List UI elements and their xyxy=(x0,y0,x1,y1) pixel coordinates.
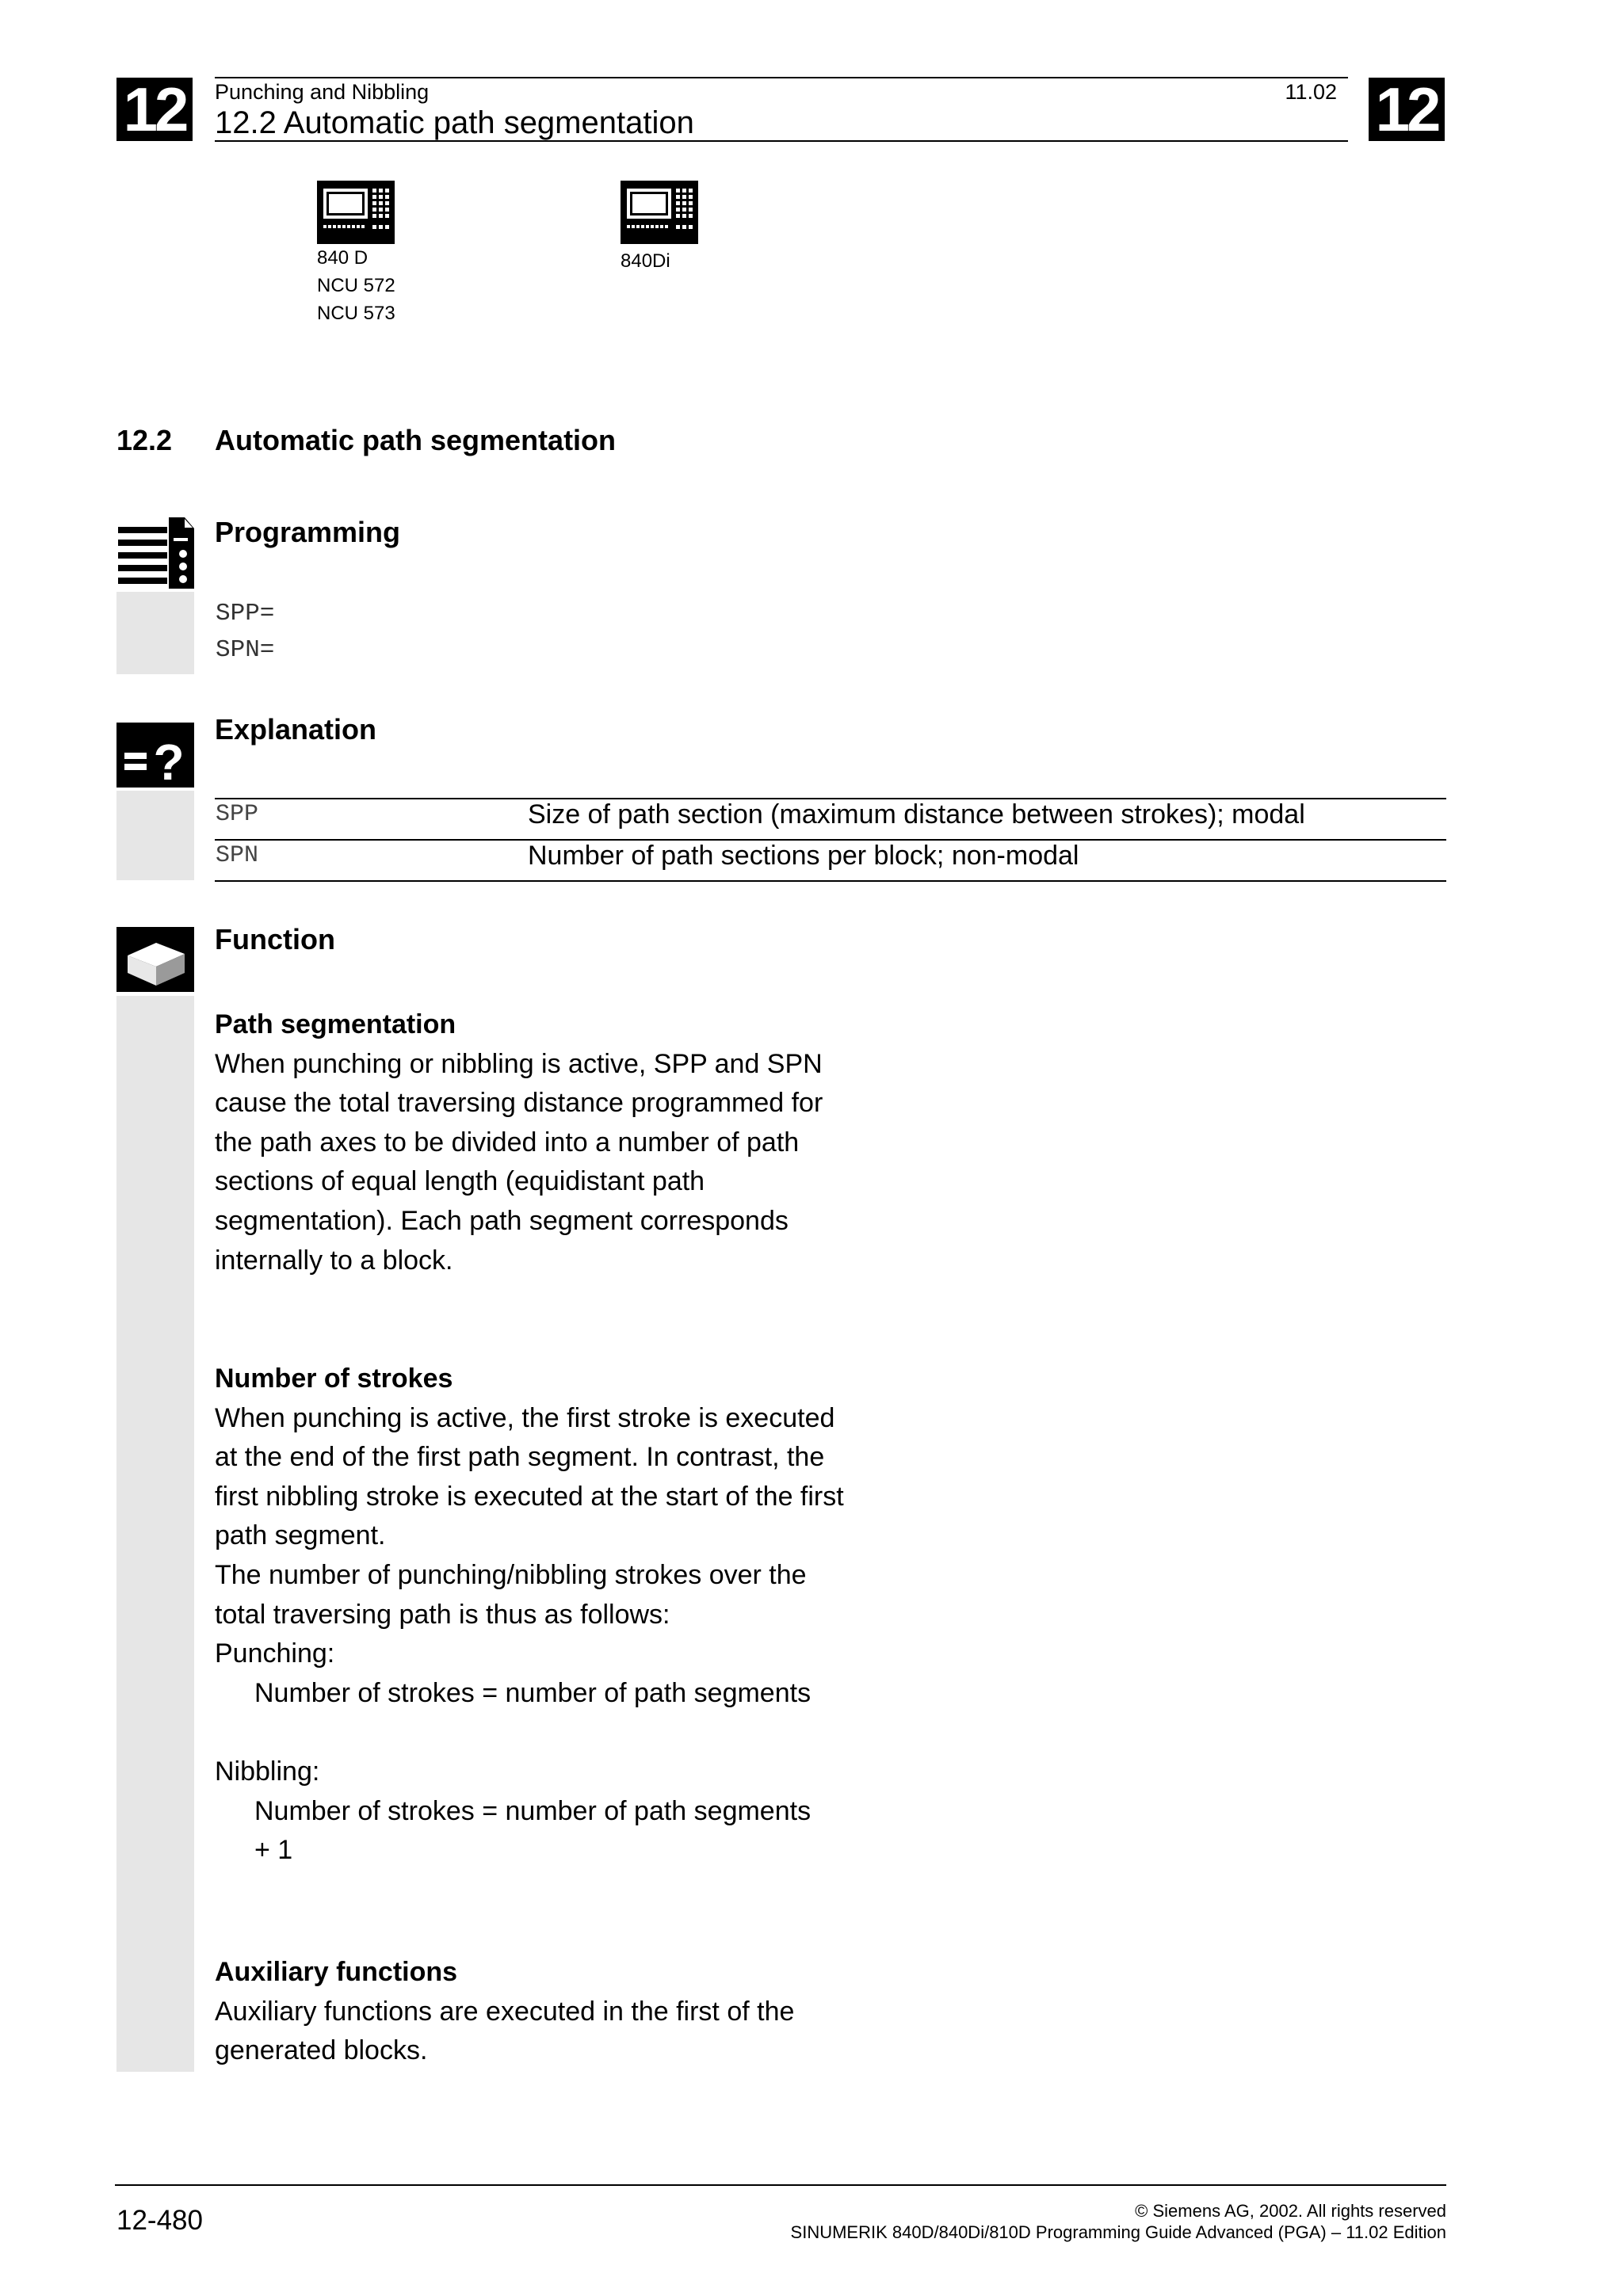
nibbling-formula: Number of strokes = number of path segments xyxy=(254,1795,812,1826)
number-of-strokes-title: Number of strokes xyxy=(215,1363,453,1394)
header-section-title: 12.2 Automatic path segmentation xyxy=(215,105,694,140)
chapter-badge-left: 12 xyxy=(116,78,193,141)
header-top-rule xyxy=(215,77,1348,78)
function-sidebar xyxy=(116,996,194,2072)
punching-formula: Number of strokes = number of path segments xyxy=(254,1677,812,1708)
auxiliary-functions-title: Auxiliary functions xyxy=(215,1957,458,1987)
explanation-desc-spp: Size of path section (maximum distance between strokes); modal xyxy=(528,799,1305,830)
path-segmentation-block: Path segmentation When punching or nibbling is active, SPP and SPN cause the total traversing distance programmed for the path axes to be divided into a number of path sections of equal length (equidistant path segmentation). Each path segment corresponds internally to a block. xyxy=(215,1005,960,1280)
control-label-840di: 840Di xyxy=(621,250,670,272)
svg-text:?: ? xyxy=(153,734,185,788)
control-panel-icon xyxy=(621,181,698,244)
section-title: Automatic path segmentation xyxy=(215,424,617,456)
nibbling-label: Nibbling: xyxy=(215,1756,320,1787)
number-of-strokes-block: Number of strokes When punching is active, the first stroke is executed at the end of the first path segment. In contrast, the first nibbling stroke is executed at the start of the first path segment. The number of punching/nibbling strokes over the total traversing path is thus as follows: Punching: Number of strokes = number of path segments Nibbling: Number of strokes = number of path segments + 1 xyxy=(215,1360,960,1871)
explanation-rule-bottom xyxy=(215,880,1446,882)
section-number: 12.2 xyxy=(116,424,173,456)
code-line: SPN= xyxy=(216,636,275,664)
code-line: SPP= xyxy=(216,600,275,627)
control-panel-icon xyxy=(317,181,395,244)
explanation-term-spn: SPN xyxy=(216,842,259,869)
control-label-840d: 840 D NCU 572 NCU 573 xyxy=(317,247,395,324)
function-cube-icon xyxy=(116,927,194,992)
footer-doc-title: SINUMERIK 840D/840Di/810D Programming Guide Advanced (PGA) – 11.02 Edition xyxy=(790,2222,1446,2242)
chapter-badge-right: 12 xyxy=(1369,78,1445,141)
header-chapter-title: Punching and Nibbling xyxy=(215,80,430,104)
explanation-icon xyxy=(116,713,194,788)
footer-copyright: © Siemens AG, 2002. All rights reserved xyxy=(1135,2201,1446,2221)
footer-rule xyxy=(115,2184,1446,2186)
path-segmentation-title: Path segmentation xyxy=(215,1009,456,1039)
explanation-sidebar xyxy=(116,791,194,880)
header-bottom-rule xyxy=(215,140,1348,142)
programming-icon xyxy=(116,517,194,589)
nibbling-formula-cont: + 1 xyxy=(254,1835,293,1866)
header-version: 11.02 xyxy=(1285,80,1337,104)
function-heading: Function xyxy=(215,923,335,955)
explanation-term-spp: SPP xyxy=(216,801,259,828)
programming-sidebar xyxy=(116,592,194,674)
explanation-heading: Explanation xyxy=(215,713,377,746)
page-number: 12-480 xyxy=(116,2205,203,2236)
explanation-desc-spn: Number of path sections per block; non-modal xyxy=(528,841,1079,871)
programming-heading: Programming xyxy=(215,516,401,548)
auxiliary-functions-block: Auxiliary functions Auxiliary functions are executed in the first of the generated blocks. xyxy=(215,1953,960,2071)
